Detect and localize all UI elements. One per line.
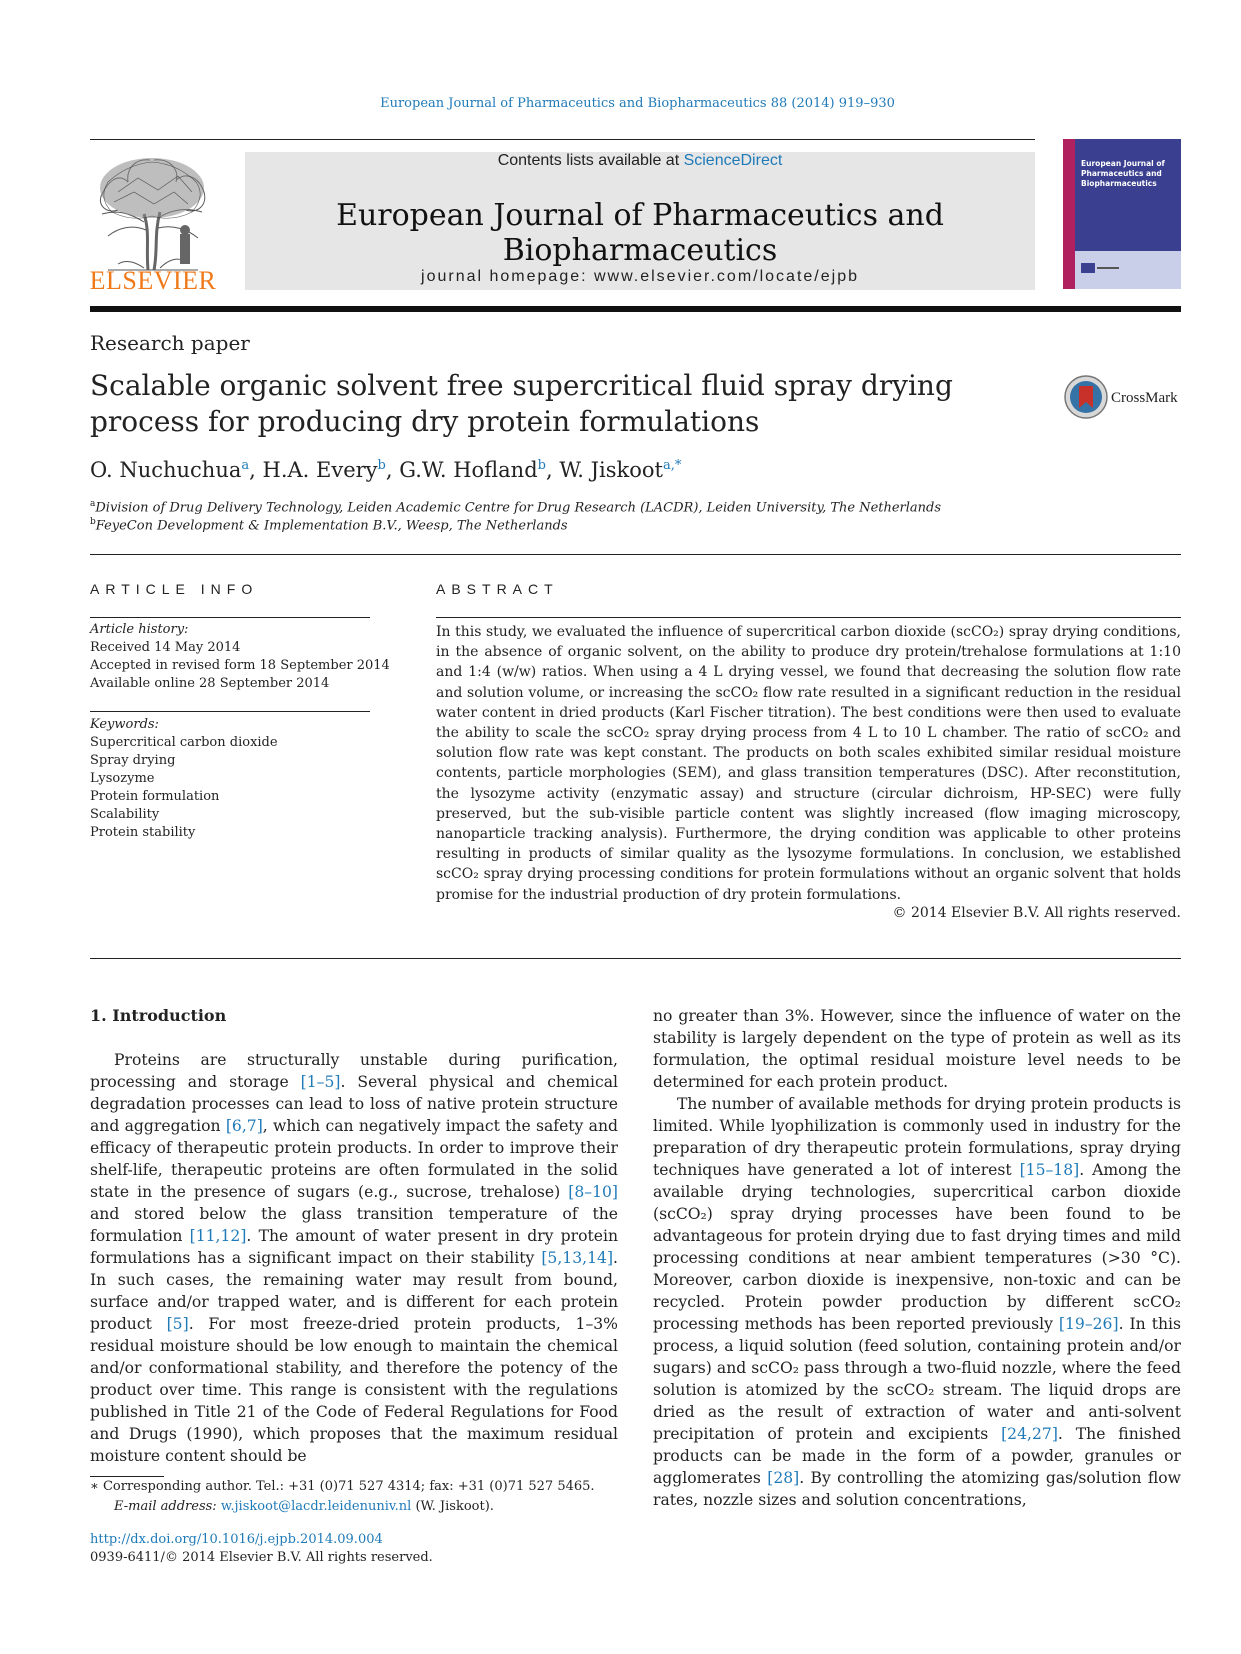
body-text: . In this process, a liquid solution (feed solution, containing protein and/or sugars) and scCO₂ pass through a two-fluid nozzle, where the feed solution is atomized by the scCO₂ stream. The liquid drops are dried as the result of extraction of water and anti-solvent precipitation of protein and excipients (653, 1315, 1181, 1443)
email-link[interactable]: w.jiskoot@lacdr.leidenuniv.nl (220, 1499, 412, 1514)
body-text: . The amount of water present in dry protein formulations has a significant impact on their stability (90, 1227, 618, 1267)
issn-line: 0939-6411/© 2014 Elsevier B.V. All rights reserved. (90, 1550, 433, 1565)
body-text: . Several physical and chemical degradation processes can lead to loss of native protein structure and aggregation (90, 1073, 618, 1135)
author-affil-mark[interactable]: b (377, 458, 386, 473)
citation-link[interactable]: [6,7] (225, 1117, 263, 1135)
citation-link[interactable]: [8–10] (568, 1183, 618, 1201)
affiliation-b (90, 517, 568, 533)
abstract-text: In this study, we evaluated the influence of supercritical carbon dioxide (scCO₂) spray drying conditions, in the absence of organic solvent, on the ability to produce dry protein/trehalose formulations at 1:10 and 1:4 (w/w) ratios. When using a 4 L drying vessel, we found that decreasing the solution flow rate and solution volume, or increasing the scCO₂ flow rate resulted in a significant reduction in the residual water content in dried products (Karl Fischer titration). The best conditions were then used to evaluate the ability to scale the scCO₂ spray drying process from 4 L to 10 L chamber. The ratio of scCO₂ and solution flow rate was kept constant. The products on both scales exhibited similar residual moisture contents, particle morphologies (SEM), and glass transition temperatures (DSC). After reconstitution, the lysozyme activity (enzymatic assay) and structure (circular dichroism, HP-SEC) were fully preserved, but the sub-visible particle content was slightly increased (flow imaging microscopy, nanoparticle tracking analysis). Furthermore, the drying condition was applicable to other proteins resulting in products of similar quality as the lysozyme formulations. In conclusion, we established scCO₂ spray drying processing conditions for protein formulations without an organic solvent that holds promise for the industrial production of dry protein formulations. (436, 624, 1181, 903)
affiliation-a (90, 499, 941, 515)
citation-link[interactable]: [19–26] (1058, 1315, 1119, 1333)
body-text: . In such cases, the remaining water may result from bound, surface and/or trapped water, and is different for each protein product (90, 1249, 618, 1333)
body-paragraph (653, 1093, 1181, 1511)
author-name[interactable]: W. Jiskoot (559, 458, 663, 482)
author-name[interactable]: G.W. Hofland (399, 458, 538, 482)
body-divider (90, 958, 1181, 959)
citation-link[interactable]: [28] (767, 1469, 800, 1487)
cover-stripe (1063, 139, 1075, 289)
body-text: The number of available methods for drying protein products is limited. While lyophilization is commonly used in industry for the preparation of dry therapeutic protein formulations, spray drying techniques have generated a lot of interest (653, 1095, 1181, 1179)
title-divider (90, 554, 1181, 555)
body-text: . By controlling the atomizing gas/solution flow rates, nozzle sizes and solution concentrations, (653, 1469, 1181, 1509)
keyword: Scalability (90, 807, 160, 822)
running-head[interactable]: European Journal of Pharmaceutics and Biopharmaceutics 88 (2014) 919–930 (380, 96, 895, 111)
abstract-heading: ABSTRACT (436, 581, 559, 597)
body-text: . The finished products can be made in the form of a powder, granules or agglomerates (653, 1425, 1181, 1487)
journal-title: European Journal of Pharmaceutics and Biopharmaceutics (336, 198, 944, 268)
body-right-column (653, 1005, 1181, 1511)
affiliation-text: Division of Drug Delivery Technology, Leiden Academic Centre for Drug Research (LACDR), Leiden University, The Netherlands (95, 500, 942, 516)
keyword: Lysozyme (90, 771, 155, 786)
author-name[interactable]: H.A. Every (262, 458, 378, 482)
keyword: Protein stability (90, 825, 196, 840)
article-type: Research paper (90, 331, 250, 355)
article-info-rule (90, 617, 370, 618)
header-thick-rule (90, 306, 1181, 312)
citation-link[interactable]: [11,12] (189, 1227, 247, 1245)
crossmark-icon (1063, 374, 1109, 420)
body-paragraph (653, 1005, 1181, 1093)
citation-link[interactable]: [1–5] (300, 1073, 341, 1091)
crossmark-label: CrossMark (1111, 390, 1178, 406)
body-text: no greater than 3%. However, since the influence of water on the stability is largely dependent on the type of protein as well as its formulation, the optimal residual moisture level needs to be determined for each protein product. (653, 1007, 1181, 1091)
cover-band (1063, 139, 1181, 251)
body-text: . For most freeze-dried protein products, 1–3% residual moisture should be low enough to maintain the chemical and/or conformational stability, and therefore the potency of the product over time. This range is consistent with the regulations published in Title 21 of the Code of Federal Regulations for Food and Drugs (1990), which proposes that the maximum residual moisture content should be (90, 1315, 618, 1465)
body-text: and stored below the glass transition temperature of the formulation (90, 1205, 618, 1245)
body-left-column (90, 1049, 618, 1467)
citation-link[interactable]: [24,27] (1001, 1425, 1058, 1443)
header-divider (90, 139, 1035, 140)
affiliation-mark: b (90, 517, 96, 527)
author-affil-mark[interactable]: a (241, 458, 250, 473)
journal-homepage[interactable]: journal homepage: www.elsevier.com/locate/ejpb (421, 268, 859, 285)
affiliation-text: FeyeCon Development & Implementation B.V., Weesp, The Netherlands (95, 518, 568, 534)
citation-link[interactable]: [15–18] (1019, 1161, 1080, 1179)
section-heading-introduction: 1. Introduction (90, 1006, 227, 1025)
contents-prefix: Contents lists available at (497, 152, 684, 169)
crossmark-badge[interactable] (1063, 374, 1193, 422)
article-history (90, 621, 390, 693)
article-title: Scalable organic solvent free supercritical fluid spray drying process for producing dry protein formulations (90, 369, 953, 438)
body-text: , which can negatively impact the safety and efficacy of therapeutic protein products. In order to improve their shelf-life, therapeutic proteins are often formulated in the solid state in the presence of sugars (e.g., sucrose, trehalose) (90, 1117, 618, 1201)
cover-apv-logo (1081, 261, 1121, 275)
contents-line (245, 152, 1035, 170)
history-received: Received 14 May 2014 (90, 640, 241, 655)
keyword: Spray drying (90, 753, 176, 768)
journal-masthead (245, 152, 1035, 290)
abstract-copyright: © 2014 Elsevier B.V. All rights reserved. (892, 905, 1181, 921)
footnote-rule (90, 1476, 164, 1477)
corresponding-author-note: ∗ Corresponding author. Tel.: +31 (0)71 527 4314; fax: +31 (0)71 527 5465. (90, 1479, 595, 1494)
email-note (90, 1499, 674, 1514)
history-accepted: Accepted in revised form 18 September 2014 (90, 658, 390, 673)
citation-link[interactable]: [5,13,14] (541, 1249, 614, 1267)
email-label: E-mail address: (114, 1499, 221, 1514)
cover-title: European Journal of Pharmaceutics and Biopharmaceutics (1081, 159, 1165, 188)
citation-link[interactable]: [5] (166, 1315, 189, 1333)
keywords-rule (90, 711, 370, 712)
affiliation-mark: a (90, 499, 96, 509)
author-affil-mark[interactable]: a,* (662, 458, 682, 473)
body-text: . Among the available drying technologies, supercritical carbon dioxide (scCO₂) spray drying processes have been found to be advantageous for protein drying due to fast drying times and mild processing conditions at near ambient temperatures (>30 °C). Moreover, carbon dioxide is inexpensive, non-toxic and can be recycled. Protein powder production by different scCO₂ processing methods has been reported previously (653, 1161, 1182, 1333)
sciencedirect-link[interactable]: ScienceDirect (683, 152, 783, 169)
history-label: Article history: (90, 622, 189, 637)
body-paragraph (90, 1049, 618, 1467)
keywords-label: Keywords: (90, 717, 159, 732)
keyword: Protein formulation (90, 789, 220, 804)
journal-cover-thumbnail (1063, 139, 1181, 289)
abstract-rule (436, 617, 1181, 618)
body-text: Proteins are structurally unstable during purification, processing and storage (90, 1051, 618, 1091)
elsevier-wordmark: ELSEVIER (89, 266, 217, 295)
author-affil-mark[interactable]: b (537, 458, 546, 473)
doi-link[interactable]: http://dx.doi.org/10.1016/j.ejpb.2014.09.004 (90, 1532, 383, 1547)
email-suffix: (W. Jiskoot). (411, 1499, 494, 1514)
history-online: Available online 28 September 2014 (90, 676, 330, 691)
keyword: Supercritical carbon dioxide (90, 735, 278, 750)
author-name[interactable]: O. Nuchuchua (90, 458, 242, 482)
article-info-heading: ARTICLE INFO (90, 581, 259, 597)
keywords-block (90, 716, 278, 842)
author-list: O. Nuchuchua$^a$, H.A. Every$^b$, G.W. Hofland$^b$, W. Jiskoot$^{a,*}$ (90, 458, 682, 482)
